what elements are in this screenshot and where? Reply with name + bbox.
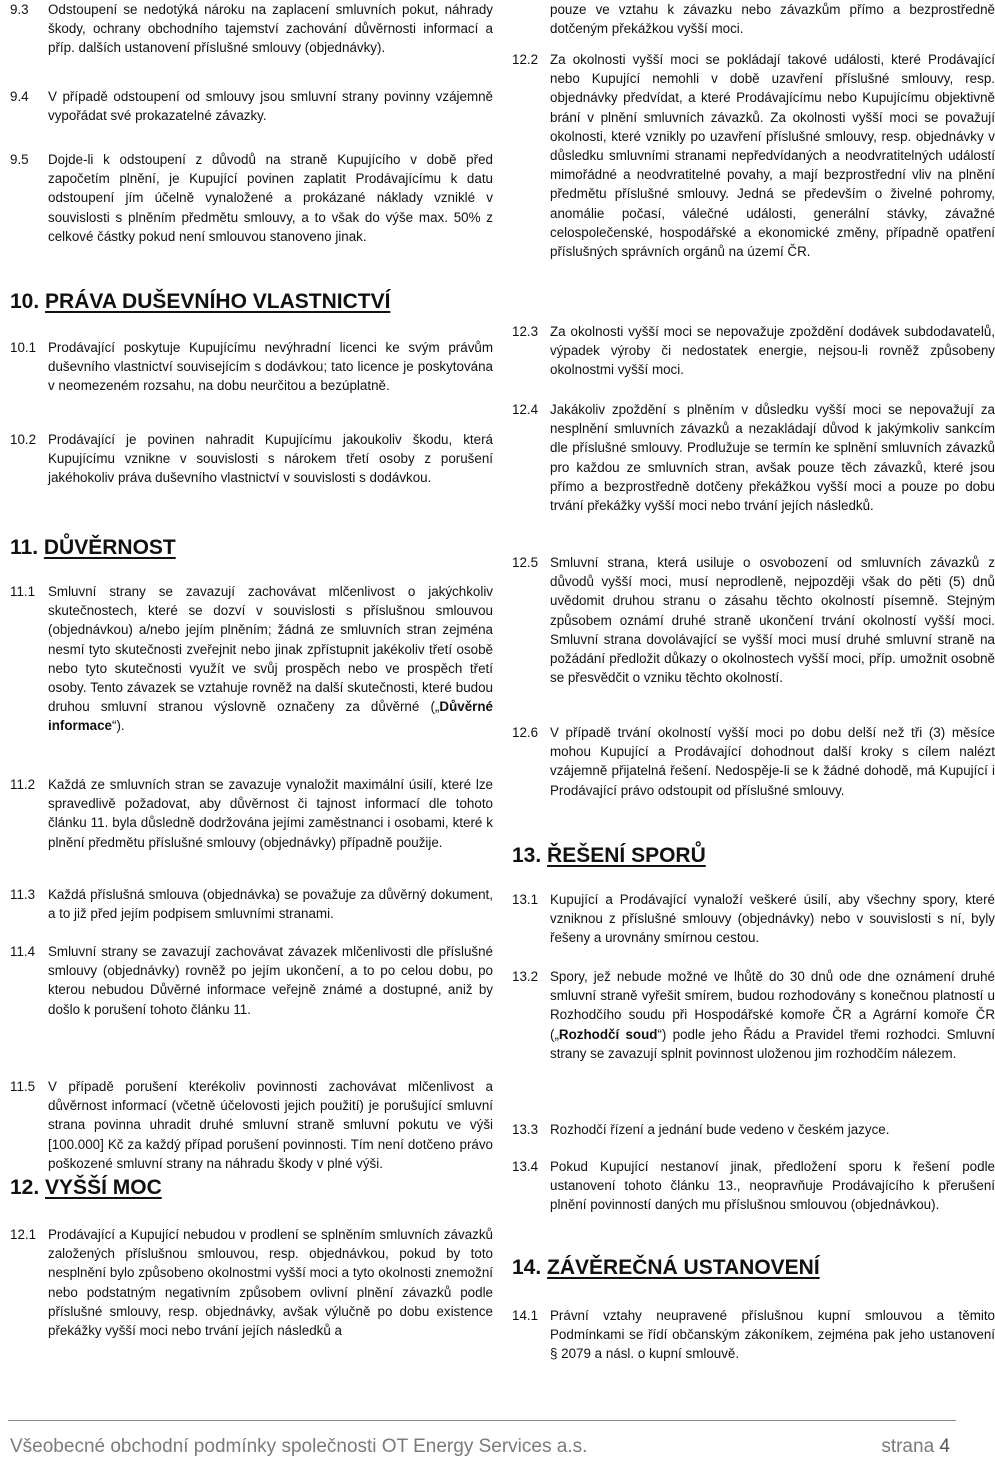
clause-text bbox=[48, 0, 493, 58]
clause-text-main: V případě odstoupení od smlouvy jsou smluvní strany povinny vzájemně vypořádat své prokazatelné závazky. bbox=[48, 89, 493, 124]
clause bbox=[512, 890, 995, 948]
clause-text-main: V případě porušení kterékoliv povinnosti zachovávat mlčenlivost a důvěrnost informací (včetně účelovosti jejich použití) je porušující smluvní strana povinna uhradit druhé smluvní straně smluvní pokutu ve výši [100.000] Kč za každý případ porušení povinnosti. Tím není dotčeno právo poškozené smluvní strany na náhradu škody v plné výši. bbox=[48, 1079, 493, 1171]
clause-text bbox=[48, 430, 493, 488]
clause-text-main: Právní vztahy neupravené příslušnou kupní smlouvou a těmito Podmínkami se řídí občanským zákoníkem, zejména pak jeho ustanovení § 2079 a násl. o kupní smlouvě. bbox=[550, 1308, 995, 1362]
section-number: 11. bbox=[10, 536, 39, 559]
clause bbox=[512, 723, 995, 800]
clause bbox=[512, 1120, 995, 1139]
clause-number: 12.6 bbox=[512, 725, 539, 740]
clause bbox=[10, 885, 493, 923]
clause-number: 13.2 bbox=[512, 969, 539, 984]
clause-number: 10.2 bbox=[10, 432, 37, 447]
clause-text-main: Za okolnosti vyšší moci se pokládají takové události, které Prodávající nebo Kupující nemohli v době uzavření příslušné smlouvy, resp. objednávky předvídat, a které Prodávajícímu nebo Kupujícímu objektivně brání v plnění smluvních závazků. Za okolnosti vyšší moci se považují okolnosti, které vznikly po uzavření příslušné smlouvy, resp. objednávky v důsledku smluvními stranami nepředvídaných a neodvratitelných událostí mimořádné a neodvratitelné povahy, a mají bezprostřední vliv na plnění předmětu příslušné smlouvy. Jedná se především o živelné pohromy, anomálie počasí, válečné události, generální stávky, závažné celospolečenské, hospodářské a ekonomické změny, případně opatření příslušných správních orgánů na území ČR. bbox=[550, 52, 995, 260]
clause-number: 12.2 bbox=[512, 52, 539, 67]
clause-number: 12.4 bbox=[512, 402, 539, 417]
clause bbox=[10, 1225, 493, 1340]
clause-text-main: Spory, jež nebude možné ve lhůtě do 30 dnů ode dne oznámení druhé smluvní straně vyřešit smírem, budou rozhodovány s konečnou platností u Rozhodčího soudu při Hospodářské komoře ČR a Agrární komoře ČR („ bbox=[550, 969, 995, 1042]
clause-text-main: Pokud Kupující nestanoví jinak, předložení sporu k řešení podle ustanovení tohoto článku 13., neopravňuje Prodávajícího k přerušení plnění povinností daných mu příslušnou smlouvou (objednávkou). bbox=[550, 1159, 995, 1213]
clause-text-main: Smluvní strany se zavazují zachovávat mlčenlivost o jakýchkoliv skutečnostech, které se dozví v souvislosti s příslušnou smlouvou (objednávkou) a/nebo jejím plněním; žádná ze smluvních stran zejména nesmí tyto skutečnosti zveřejnit nebo jinak zpřístupnit jakékoliv třetí osobě nebo tyto skutečnosti využít ve svůj prospěch nebo ve prospěch třetí osoby. Tento závazek se vztahuje rovněž na další skutečnosti, které budou druhou smluvní stranou výslovně označeny za důvěrné („ bbox=[48, 584, 493, 715]
defined-term: Důvěrné informace bbox=[48, 699, 493, 734]
clause-text bbox=[48, 775, 493, 852]
section-heading bbox=[10, 289, 455, 315]
section-title: PRÁVA DUŠEVNÍHO VLASTNICTVÍ bbox=[45, 290, 391, 313]
clause-text bbox=[48, 1225, 493, 1340]
clause-text bbox=[550, 0, 995, 38]
clause bbox=[10, 1077, 493, 1173]
clause-number: 12.1 bbox=[10, 1227, 37, 1242]
clause-number: 10.1 bbox=[10, 340, 37, 355]
clause bbox=[10, 87, 493, 125]
clause-text-main: Odstoupení se nedotýká nároku na zaplacení smluvních pokut, náhrady škody, ochrany obchodního tajemství zachování důvěrnosti informací a příp. dalších ustanovení příslušné smlouvy (objednávky). bbox=[48, 2, 493, 56]
clause bbox=[512, 322, 995, 380]
clause-text-main: Rozhodčí řízení a jednání bude vedeno v českém jazyce. bbox=[550, 1122, 890, 1137]
footer-page-label: strana bbox=[881, 1436, 935, 1457]
section-title: DŮVĚRNOST bbox=[43, 536, 176, 559]
clause bbox=[10, 150, 493, 246]
section-title: VYŠŠÍ MOC bbox=[45, 1176, 162, 1199]
clause bbox=[10, 775, 493, 852]
clause-text-main: Prodávající a Kupující nebudou v prodlení se splněním smluvních závazků založených příslušnou smlouvou, resp. objednávkou, pokud by toto nesplnění bylo způsobeno okolnostmi vyšší moci a tyto okolnosti znemožní nebo podstatným negativním způsobem ovlivní plnění závazků podle příslušné smlouvy, resp. objednávky, avšak výlučně po dobu existence překážky vyšší moci nebo trvání jejích následků a bbox=[48, 1227, 493, 1339]
clause bbox=[10, 430, 493, 488]
clause-number: 11.3 bbox=[10, 887, 36, 902]
clause-text-main: V případě trvání okolností vyšší moci po dobu delší než tři (3) měsíce mohou Kupující a Prodávající dohodnout další kroky s cílem nalézt vzájemně přijatelná řešení. Nedospěje-li se k žádné dohodě, má Kupující i Prodávající právo odstoupit od příslušné smlouvy. bbox=[550, 725, 995, 798]
clause bbox=[10, 942, 493, 1019]
footer-page-number: 4 bbox=[939, 1436, 950, 1457]
clause-text bbox=[48, 885, 493, 923]
section-heading bbox=[512, 1255, 957, 1281]
clause-number: 13.1 bbox=[512, 892, 539, 907]
section-number: 12. bbox=[10, 1176, 40, 1199]
clause-text bbox=[550, 723, 995, 800]
clause bbox=[10, 0, 493, 58]
clause-text-main: Smluvní strany se zavazují zachovávat závazek mlčenlivosti dle příslušné smlouvy (objednávky) rovněž po jejím ukončení, a to po celou dobu, po kterou nebudou Důvěrné informace veřejně známé a dostupné, aniž by došlo k porušení tohoto článku 11. bbox=[48, 944, 493, 1017]
clause bbox=[512, 967, 995, 1063]
section-number: 13. bbox=[512, 844, 542, 867]
clause-text bbox=[550, 1120, 995, 1139]
clause-text-main: Prodávající poskytuje Kupujícímu nevýhradní licenci ke svým právům duševního vlastnictví souvisejícím s dodávkou; tato licence je poskytována v neomezeném rozsahu, na dobu neurčitou a bezúplatně. bbox=[48, 340, 493, 394]
clause-number: 11.2 bbox=[10, 777, 36, 792]
clause-text-main: Prodávající je povinen nahradit Kupujícímu jakoukoliv škodu, která Kupujícímu vznikne v souvislosti s nárokem třetí osoby z porušení jakéhokoliv práva duševního vlastnictví v souvislosti s dodávkou. bbox=[48, 432, 493, 486]
clause-text bbox=[48, 87, 493, 125]
defined-term: Rozhodčí soud bbox=[558, 1026, 658, 1042]
clause-number: 12.3 bbox=[512, 324, 539, 339]
clause-text bbox=[48, 338, 493, 396]
clause-text bbox=[550, 890, 995, 948]
footer-divider bbox=[8, 1420, 956, 1421]
clause-number: 11.4 bbox=[10, 944, 36, 959]
section-heading bbox=[10, 1175, 455, 1201]
clause-text bbox=[550, 1157, 995, 1215]
section-heading bbox=[10, 535, 455, 561]
footer-title: Všeobecné obchodní podmínky společnosti OT Energy Services a.s. bbox=[10, 1436, 588, 1457]
clause bbox=[512, 553, 995, 687]
clause-text-main: Dojde-li k odstoupení z důvodů na straně Kupujícího v době před započetím plnění, je Kupující povinen zaplatit Prodávajícímu k datu odstoupení jím účelně vynaložené a prokázané náklady vzniklé v souvislosti s plněním předmětu smlouvy, a to však do výše max. 50% z celkové částky pokud není smlouvou stanoveno jinak. bbox=[48, 152, 493, 244]
clause-text-main: pouze ve vztahu k závazku nebo závazkům přímo a bezprostředně dotčeným překážkou vyšší moci. bbox=[550, 2, 995, 37]
clause-text bbox=[48, 942, 493, 1019]
section-heading bbox=[512, 843, 957, 869]
clause-number: 12.5 bbox=[512, 555, 539, 570]
clause-text bbox=[550, 400, 995, 515]
clause-continuation bbox=[512, 0, 995, 38]
clause-text-main: Každá příslušná smlouva (objednávka) se považuje za důvěrný dokument, a to již před jejím podpisem smluvními stranami. bbox=[48, 887, 493, 922]
clause-number: 14.1 bbox=[512, 1308, 539, 1323]
clause-number: 9.4 bbox=[10, 89, 29, 104]
clause-text-after: “). bbox=[112, 718, 125, 734]
clause-text bbox=[48, 582, 493, 736]
section-number: 14. bbox=[512, 1256, 542, 1279]
clause-text bbox=[550, 50, 995, 261]
clause-text-main: Kupující a Prodávající vynaloží veškeré úsilí, aby všechny spory, které vzniknou z příslušné smlouvy (objednávky) nebo v souvislosti s ní, byly řešeny a urovnány smírnou cestou. bbox=[550, 892, 995, 946]
clause bbox=[512, 1306, 995, 1364]
clause bbox=[512, 50, 995, 261]
clause-text-main: Každá ze smluvních stran se zavazuje vynaložit maximální úsilí, které lze spravedlivě požadovat, aby důvěrnost či tajnost informací dle tohoto článku 11. byla důsledně dodržována jejími zaměstnanci i osobami, které k plnění předmětu příslušné smlouvy (objednávky) případně použije. bbox=[48, 777, 493, 850]
footer-page bbox=[881, 1436, 950, 1458]
clause-number: 9.5 bbox=[10, 152, 29, 167]
section-title: ZÁVĚREČNÁ USTANOVENÍ bbox=[547, 1256, 820, 1279]
clause-text-main: Za okolnosti vyšší moci se nepovažuje zpoždění dodávek subdodavatelů, výpadek výroby či nedostatek energie, nejsou-li rovněž způsobeny okolnostmi vyšší moci. bbox=[550, 324, 995, 378]
clause-number: 11.5 bbox=[10, 1079, 36, 1094]
clause-text-after: “) podle jeho Řádu a Pravidel třemi rozhodci. Smluvní strany se zavazují splnit povinnost uloženou jim rozhodčím nálezem. bbox=[550, 1026, 995, 1061]
clause bbox=[10, 582, 493, 736]
clause bbox=[512, 400, 995, 515]
clause-number: 13.4 bbox=[512, 1159, 539, 1174]
clause bbox=[512, 1157, 995, 1215]
clause-number: 11.1 bbox=[10, 584, 36, 599]
clause-text-main: Smluvní strana, která usiluje o osvobození od smluvních závazků z důvodů vyšší moci, musí neprodleně, nejpozději však do pěti (5) dnů uvědomit druhou stranu o zásahu těchto okolností písemně. Stejným způsobem oznámí druhé straně ukončení trvání okolností vyšší moci. Smluvní strana dovolávající se vyšší moci musí druhé smluvní straně na požádání předložit důkazy o okolnostech vyšší moci, příp. umožnit osobně se přesvědčit o vzniku těchto okolností. bbox=[550, 555, 995, 686]
clause bbox=[10, 338, 493, 396]
clause-text bbox=[48, 1077, 493, 1173]
clause-text bbox=[550, 1306, 995, 1364]
clause-number: 13.3 bbox=[512, 1122, 539, 1137]
clause-text bbox=[550, 322, 995, 380]
clause-text bbox=[48, 150, 493, 246]
clause-text bbox=[550, 553, 995, 687]
section-number: 10. bbox=[10, 290, 40, 313]
section-title: ŘEŠENÍ SPORŮ bbox=[547, 844, 706, 867]
clause-text-main: Jakákoliv zpoždění s plněním v důsledku vyšší moci se nepovažují za nesplnění smluvních závazků a nezakládají důvod k jakýmkoliv sankcím dle příslušné smlouvy. Prodlužuje se termín ke splnění smluvních závazků pro každou ze smluvních stran, avšak pouze těch závazků, které jsou přímo a bezprostředně dotčeny překážkou vyšší moci a pouze po dobu trvání překážky vyšší moci nebo trvání jejích následků. bbox=[550, 402, 995, 514]
clause-number: 9.3 bbox=[10, 2, 29, 17]
clause-text bbox=[550, 967, 995, 1063]
